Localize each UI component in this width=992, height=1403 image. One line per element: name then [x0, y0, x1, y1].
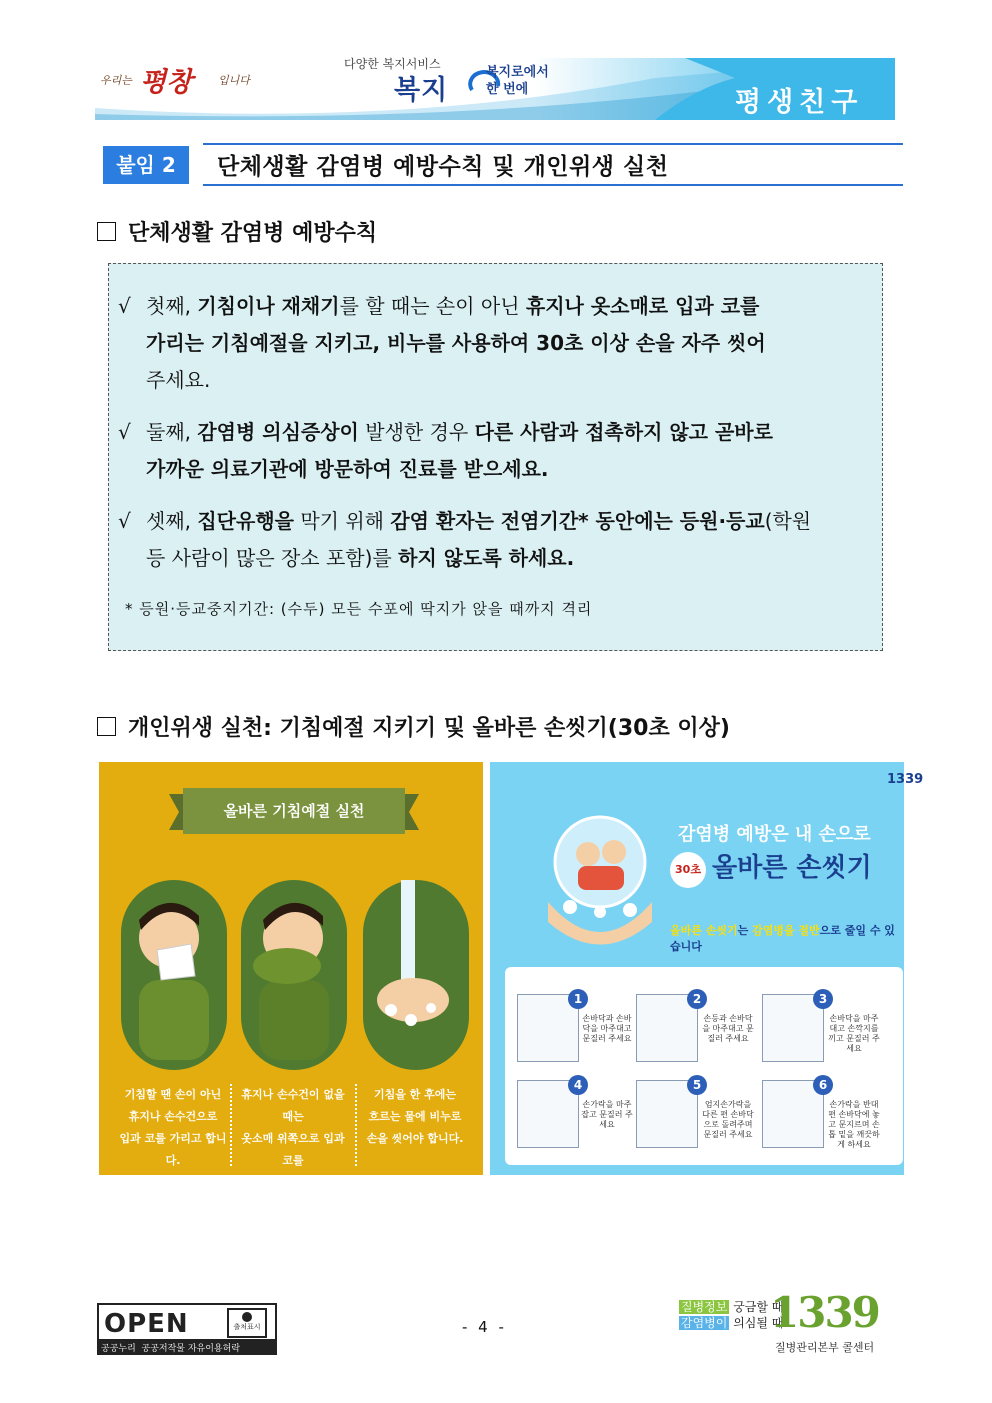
step4-text: 손가락을 마주잡고 문질러 주세요 — [581, 1100, 633, 1129]
poster-hotline-logo: 1339 — [887, 772, 924, 787]
rule3-line2 — [118, 540, 868, 577]
subtitle-post: 으로 줄일 수 있습니다 — [670, 924, 895, 953]
rule1-line3: 주세요. — [146, 368, 211, 392]
open-sub-2: 공공저작물 자유이용허락 — [141, 1344, 241, 1354]
hotline-line2 — [679, 1314, 783, 1331]
caption1-line3: 입과 코를 가리고 합니다. — [119, 1132, 227, 1167]
subtitle-mid: 는 — [737, 924, 753, 937]
brand-title: 평생친구 — [735, 87, 864, 118]
caption-divider — [230, 1084, 232, 1166]
open-logo: OPEN — [104, 1309, 189, 1339]
handwash-title-line2: 올바른 손씻기 — [712, 853, 872, 883]
hotline-line1-hl: 질병정보 — [681, 1300, 728, 1314]
rule3-line2-b: 하지 않도록 하세요. — [398, 546, 575, 570]
rule2-text-b: 감염병 의심증상이 — [197, 420, 359, 444]
pyeongchang-logo — [100, 58, 270, 98]
rule3-text-c: 막기 위해 — [293, 509, 391, 533]
step6-number: 6 — [813, 1075, 833, 1095]
caption2-line2: 옷소매 위쪽으로 입과 코를 — [241, 1132, 345, 1167]
appendix-tag: 붙임 2 — [103, 146, 189, 184]
bokji-tagline: 다양한 복지서비스 — [344, 57, 441, 71]
subtitle-pre: 올바른 손씻기 — [670, 924, 738, 937]
step5-number: 5 — [687, 1075, 707, 1095]
hotline-number: 1339 — [770, 1288, 879, 1337]
rule-item-3 — [118, 503, 868, 577]
step2-text: 손등과 손바닥을 마주대고 문질러 주세요 — [702, 1014, 754, 1043]
rule2-text-a: 둘째, — [146, 420, 198, 444]
hotline-label: 질병관리본부 콜센터 — [775, 1341, 875, 1354]
step5-text: 엄지손가락을 다른 편 손바닥으로 돌려주며 문질러 주세요 — [702, 1100, 754, 1139]
footnote: * 등원·등교중지기간: (수두) 모든 수포에 딱지가 앉을 때까지 격리 — [125, 600, 593, 618]
caption2-line1: 휴지나 손수건이 없을 때는 — [241, 1088, 345, 1123]
page-number: - 4 - — [462, 1318, 507, 1336]
step3-text: 손바닥을 마주대고 손깍지를 끼고 문질러 주세요 — [828, 1014, 880, 1053]
cough-etiquette-poster — [99, 762, 483, 1189]
hotline-line1-rest: 궁금할 때 — [729, 1300, 784, 1314]
bokji-logo-text: 복지 — [394, 75, 449, 106]
section1-heading-text: 단체생활 감염병 예방수칙 — [128, 221, 378, 246]
caption1-line1: 기침할 땐 손이 아닌 — [124, 1088, 222, 1101]
rule1-line2: 가리는 기침예절을 지키고, 비누를 사용하여 30초 이상 손을 자주 씻어 — [146, 331, 766, 355]
section1-heading — [97, 216, 377, 247]
rule2-text-c: 발생한 경우 — [358, 420, 475, 444]
step2-number: 2 — [687, 989, 707, 1009]
hotline-line2-hl: 감염병이 — [681, 1316, 728, 1330]
handwash-poster — [490, 762, 924, 1175]
cough-banner-text: 올바른 기침예절 실천 — [223, 802, 365, 820]
rule3-text-d: 감염 환자는 전염기간* 동안에는 등원·등교 — [390, 509, 765, 533]
check-icon: √ — [118, 420, 131, 444]
checkbox-square-icon — [97, 222, 116, 241]
family-hands-illustration — [540, 792, 660, 952]
cough-caption-1 — [119, 1084, 227, 1172]
cough-caption-3 — [361, 1084, 469, 1150]
rule-item-1 — [118, 288, 868, 399]
handwash-title-line1: 감염병 예방은 내 손으로 — [678, 824, 871, 845]
handwash-illustration — [361, 880, 471, 1070]
title-rule-top — [203, 143, 903, 145]
cough-tissue-illustration — [119, 880, 229, 1070]
caption3-line1: 기침을 한 후에는 — [373, 1088, 457, 1101]
bokji-right-line2: 한 번에 — [486, 82, 529, 97]
caption-divider — [355, 1084, 357, 1166]
checkbox-square-icon — [97, 717, 116, 736]
open-sub-1: 공공누리 — [101, 1344, 136, 1354]
step4-number: 4 — [568, 1075, 588, 1095]
rule1-text-a: 첫째, — [146, 294, 198, 318]
rule2-line2: 가까운 의료기관에 방문하여 진료를 받으세요. — [146, 457, 549, 481]
30sec-badge: 30초 — [670, 852, 706, 888]
step6-text: 손가락을 반대편 손바닥에 놓고 문지르며 손톱 밑을 깨끗하게 하세요 — [828, 1100, 880, 1149]
rule1-text-c: 를 할 때는 손이 아닌 — [339, 294, 526, 318]
cough-caption-2 — [239, 1084, 347, 1194]
document-title: 단체생활 감염병 예방수칙 및 개인위생 실천 — [217, 154, 669, 180]
handwash-subtitle — [670, 922, 904, 954]
step3-number: 3 — [813, 989, 833, 1009]
subtitle-highlight: 감염병을 절반 — [752, 924, 820, 937]
person-icon — [242, 1312, 252, 1322]
logo-slogan-post: 입니다 — [218, 74, 250, 87]
check-icon: √ — [118, 294, 131, 318]
logo-city-name: 평창 — [140, 67, 193, 98]
check-icon: √ — [118, 509, 131, 533]
caption3-line3: 손을 씻어야 합니다. — [366, 1132, 464, 1145]
rule3-text-a: 셋째, — [146, 509, 198, 533]
rule2-text-d: 다른 사람과 접촉하지 않고 곧바로 — [474, 420, 773, 444]
bokji-right-line1: 복지로에서 — [486, 65, 549, 80]
bokji-right-text — [486, 64, 549, 98]
rule3-text-e: (학원 — [764, 509, 812, 533]
caption2-line3: 가리고 합니다. — [257, 1176, 329, 1189]
step1-text: 손바닥과 손바닥을 마주대고 문질러 주세요 — [582, 1014, 632, 1043]
caption1-line2: 휴지나 손수건으로 — [128, 1110, 218, 1123]
step1-number: 1 — [568, 989, 588, 1009]
open-sub-label — [101, 1341, 240, 1354]
rule3-line2-a: 등 사람이 많은 장소 포함)를 — [146, 546, 399, 570]
section2-heading — [97, 711, 730, 742]
section2-heading-text: 개인위생 실천: 기침예절 지키기 및 올바른 손씻기(30초 이상) — [128, 716, 730, 741]
attribution-badge — [227, 1308, 267, 1338]
hotline-line2-rest: 의심될 때 — [729, 1316, 784, 1330]
rule1-text-d: 휴지나 옷소매로 입과 코를 — [525, 294, 760, 318]
cough-sleeve-illustration — [239, 880, 349, 1070]
rule3-text-b: 집단유행을 — [197, 509, 294, 533]
rule-item-2 — [118, 414, 868, 488]
attribution-label: 출처표시 — [233, 1323, 261, 1331]
rule1-text-b: 기침이나 재채기 — [197, 294, 340, 318]
caption3-line2: 흐르는 물에 비누로 — [368, 1110, 462, 1123]
title-rule-bottom — [203, 184, 903, 186]
hotline-line1 — [679, 1298, 783, 1315]
logo-slogan-pre: 우리는 — [100, 74, 132, 87]
